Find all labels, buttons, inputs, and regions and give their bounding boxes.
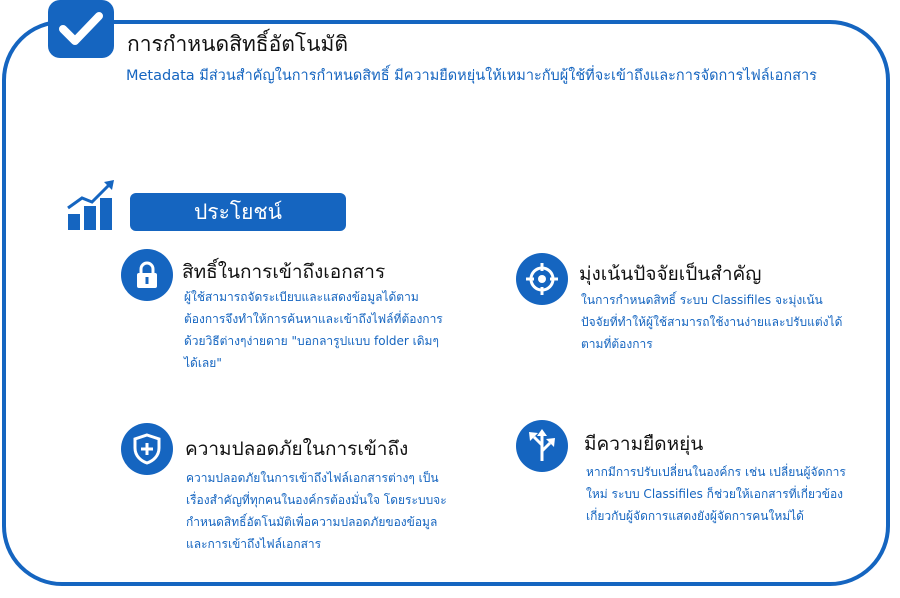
feature-desc-focus: ในการกำหนดสิทธิ์ ระบบ Classifiles จะมุ่งเน้นปัจจัยที่ทำให้ผู้ใช้สามารถใช้งานง่ายและปรับแต่งได้ตามที่ต้องการ xyxy=(581,293,843,351)
shield-plus-icon xyxy=(121,423,173,475)
feature-desc-flexibility: หากมีการปรับเปลี่ยนในองค์กร เช่น เปลี่ยนผู้จัดการใหม่ ระบบ Classifiles ก็ช่วยให้เอกสารที่เกี่ยวข้องเกี่ยวกับผู้จัดการแสดงยังผู้จัดการคนใหม่ได้ xyxy=(586,465,846,523)
feature-desc-security: ความปลอดภัยในการเข้าถึงไฟล์เอกสารต่างๆ เป็นเรื่องสำคัญที่ทุกคนในองค์กรต้องมั่นใจ โดยระบบจะกำหนดสิทธิ์อัตโนมัติเพื่อความปลอดภัยของข้อมูลและการเข้าถึงไฟล์เอกสาร xyxy=(186,471,447,551)
feature-title-flexibility: มีความยืดหยุ่น xyxy=(584,433,704,455)
feature-title-security: ความปลอดภัยในการเข้าถึง xyxy=(185,438,409,460)
feature-desc-access: ผู้ใช้สามารถจัดระเบียบและแสดงข้อมูลได้ตามต้องการจึงทำให้การค้นหาและเข้าถึงไฟล์ที่ต้องการด้วยวิธีต่างๆง่ายดาย "บอกลารูปแบบ folder เดิมๆได้เลย" xyxy=(184,290,443,370)
target-icon xyxy=(516,253,568,305)
checkmark-icon xyxy=(48,0,114,58)
page-title: การกำหนดสิทธิ์อัตโนมัติ xyxy=(127,32,348,56)
page-subtitle: Metadata มีส่วนสำคัญในการกำหนดสิทธิ์ มีความยืดหยุ่นให้เหมาะกับผู้ใช้ที่จะเข้าถึงและการจัดการไฟล์เอกสาร xyxy=(126,68,817,84)
feature-title-focus: มุ่งเน้นปัจจัยเป็นสำคัญ xyxy=(579,263,762,285)
growth-chart-icon xyxy=(66,178,120,236)
lock-icon xyxy=(121,249,173,301)
split-arrows-icon xyxy=(516,420,568,472)
feature-title-access: สิทธิ์ในการเข้าถึงเอกสาร xyxy=(182,261,386,283)
benefits-banner: ประโยชน์ xyxy=(130,193,346,231)
